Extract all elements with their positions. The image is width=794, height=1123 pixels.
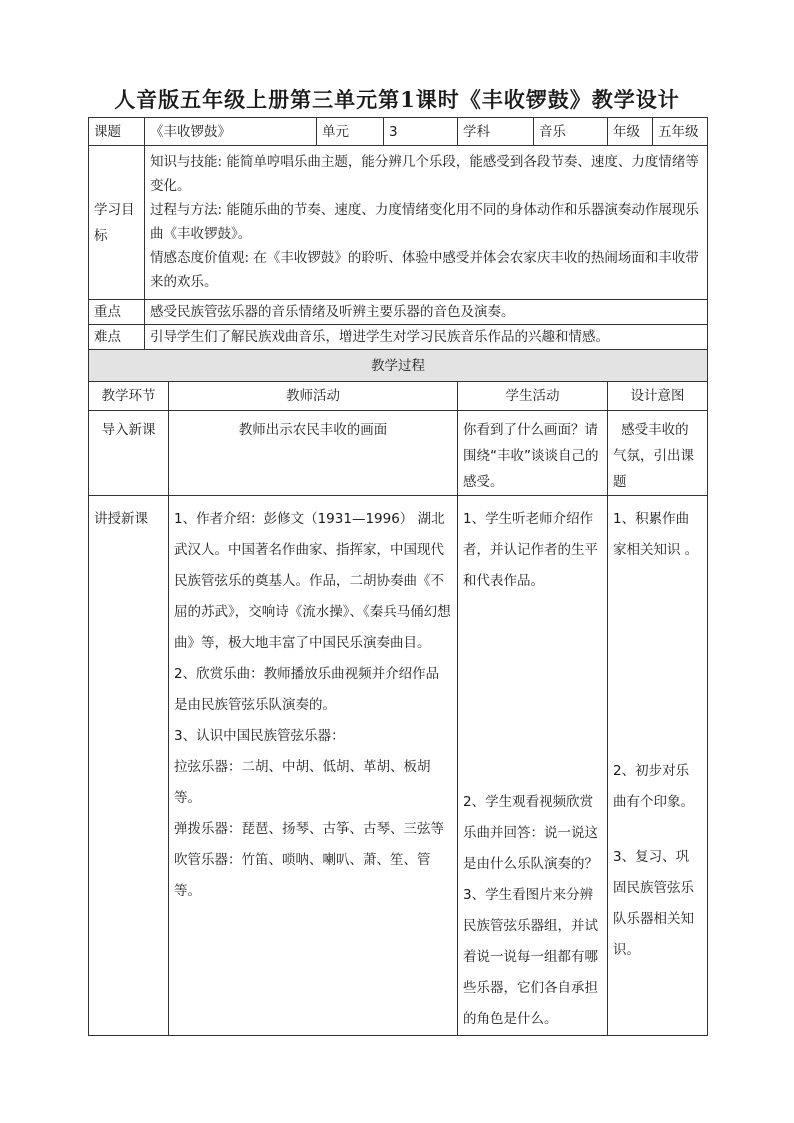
intent-step-1: 1、积累作曲家相关知识 。 [613,511,699,558]
header-row [89,118,708,146]
intro-teacher: 教师出示农民丰收的画面 [169,411,458,496]
goal-process: 过程与方法: 能随乐曲的节奏、速度、力度情绪变化用不同的身体动作和乐器演奏动作展现乐曲《丰收锣鼓》。 [150,202,699,242]
topic-label: 课题 [89,118,145,146]
col-header-intent: 设计意图 [608,382,708,411]
teacher-step-3: 3、认识中国民族管弦乐器： [174,728,345,744]
goal-knowledge: 知识与技能: 能简单哼唱乐曲主题，能分辨几个乐段，能感受到各段节奏、速度、力度情绪等变化。 [150,154,699,194]
lesson-teacher [169,496,458,1036]
col-header-student: 学生活动 [458,382,608,411]
goals-label: 学习目标 [89,146,145,300]
col-header-stage: 教学环节 [89,382,169,411]
lesson-row [89,496,708,1036]
key-point-row [89,300,708,325]
column-header-row [89,382,708,411]
lesson-stage: 讲授新课 [89,496,169,1036]
unit-value: 3 [384,118,458,146]
student-step-1: 1、学生听老师介绍作者，并认记作者的生平和代表作品。 [463,511,598,589]
lesson-student [458,496,608,1036]
student-step-3: 3、学生看图片来分辨民族管弦乐器组，并试着说一说每一组都有哪些乐器，它们各自承担的角色是什么。 [463,887,598,1027]
instrument-plucked: 弹拨乐器：琵琶、扬琴、古筝、古琴、三弦等 [174,821,444,837]
teacher-step-1: 1、作者介绍：彭修文（1931—1996） 湖北武汉人。中国著名作曲家、指挥家，中国现代民族管弦乐的奠基人。作品，二胡协奏曲《不屈的苏武》，交响诗《流水操》、《秦兵马俑幻想曲》等，极大地丰富了中国民乐演奏曲目。 [174,511,451,651]
subject-label: 学科 [458,118,534,146]
col-header-teacher: 教师活动 [169,382,458,411]
key-point-value: 感受民族管弦乐器的音乐情绪及听辨主要乐器的音色及演奏。 [145,300,708,325]
lesson-intent [608,496,708,1036]
key-point-label: 重点 [89,300,145,325]
process-title: 教学过程 [89,350,708,382]
unit-label: 单元 [317,118,384,146]
goals-row [89,146,708,300]
intro-student: 你看到了什么画面？请围绕“丰收”谈谈自己的感受。 [458,411,608,496]
intro-intent: 感受丰收的气氛，引出课题 [608,411,708,496]
difficulty-label: 难点 [89,325,145,350]
difficulty-value: 引导学生们了解民族戏曲音乐，增进学生对学习民族音乐作品的兴趣和情感。 [145,325,708,350]
goals-content [145,146,708,300]
instrument-bowed: 拉弦乐器：二胡、中胡、低胡、革胡、板胡等。 [174,759,431,806]
topic-value: 《丰收锣鼓》 [145,118,317,146]
intent-step-3: 3、复习、巩固民族管弦乐队乐器相关知识。 [613,849,694,958]
grade-label: 年级 [608,118,653,146]
lesson-plan-table [88,117,708,1036]
student-step-2: 2、学生观看视频欣赏乐曲并回答：说一说这是由什么乐队演奏的？ [463,794,598,872]
document-title: 人音版五年级上册第三单元第1课时《丰收锣鼓》教学设计 [114,87,680,112]
grade-value: 五年级 [653,118,708,146]
process-header-row [89,350,708,382]
intent-step-2: 2、初步对乐曲有个印象。 [613,763,694,810]
intro-stage: 导入新课 [89,411,169,496]
teacher-step-2: 2、欣赏乐曲：教师播放乐曲视频并介绍作品是由民族管弦乐队演奏的。 [174,666,440,713]
subject-value: 音乐 [534,118,608,146]
intro-row [89,411,708,496]
goal-emotion: 情感态度价值观: 在《丰收锣鼓》的聆听、体验中感受并体会农家庆丰收的热闹场面和丰收带来的欢乐。 [150,250,699,290]
instrument-wind: 吹管乐器：竹笛、唢呐、喇叭、萧、笙、管等。 [174,852,431,899]
difficulty-row [89,325,708,350]
